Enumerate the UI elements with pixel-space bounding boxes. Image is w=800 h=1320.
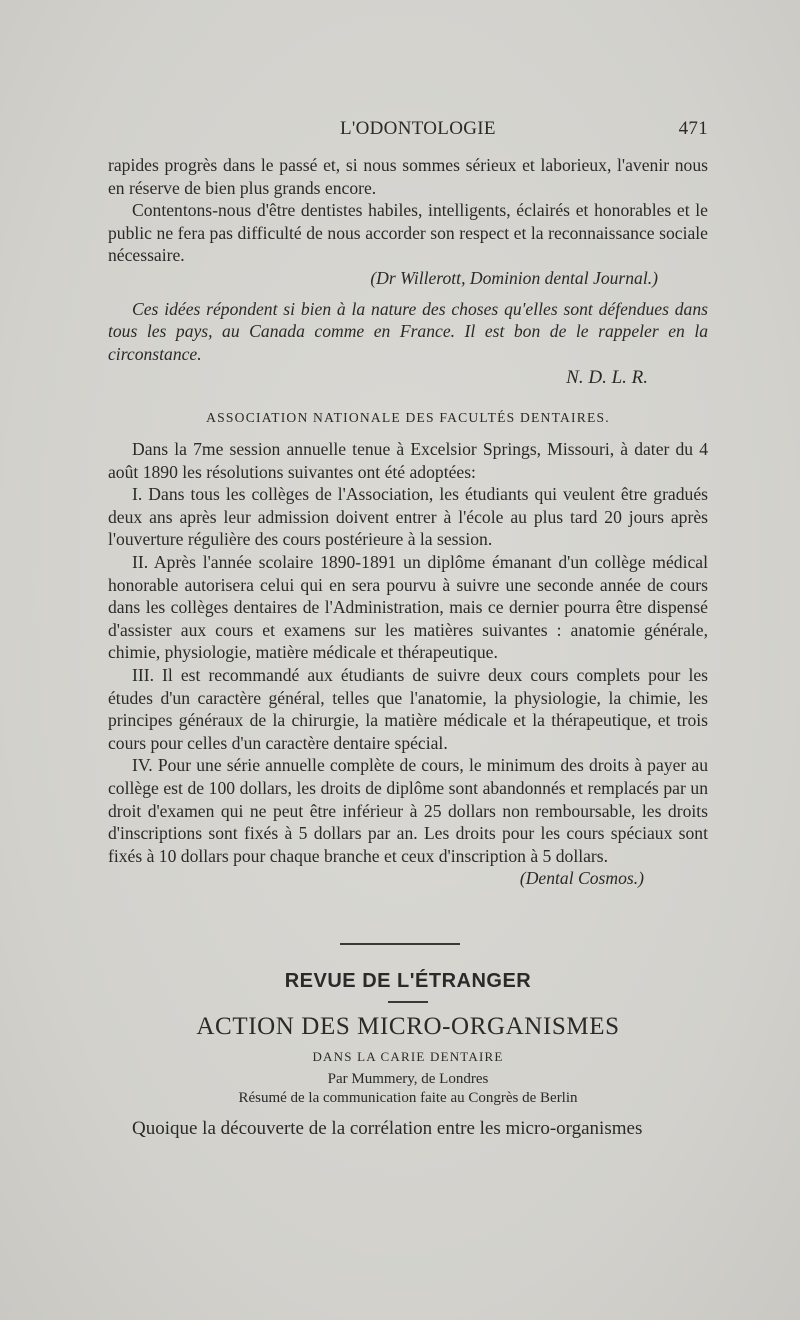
resolution-item: I. Dans tous les collèges de l'Association, les étudiants qui veulent être gradués deux ans après leur admission doivent entrer à l'école au plus tard 20 jours après l'ouverture régulière des cours postérieure à la session. bbox=[108, 484, 708, 550]
resolution-item: IV. Pour une série annuelle complète de cours, le minimum des droits à payer au collège est de 100 dollars, les droits de diplôme sont abandonnés et remplacés par un droit d'examen qui ne peut être inférieur à 25 dollars non remboursable, les droits d'inscriptions sont fixés à 5 dollars par an. Les droits pour les cours spéciaux sont fixés à 10 dollars pour chaque branche et ceux d'inscription à 5 dollars. bbox=[108, 755, 708, 866]
editor-note: Ces idées répondent si bien à la nature des choses qu'elles sont défendues dans tous les pays, au Canada comme en France. Il est bon de le rappeler en la circonstance. bbox=[108, 298, 708, 364]
section-heading: ASSOCIATION NATIONALE DES FACULTÉS DENTAIRES. bbox=[206, 410, 610, 425]
editor-signature: N. D. L. R. bbox=[566, 367, 648, 389]
section-title: REVUE DE L'ÉTRANGER bbox=[284, 970, 532, 992]
resolution-item: II. Après l'année scolaire 1890-1891 un diplôme émanant d'un collège médical honorable autorisera celui qui en sera pourvu à suivre une seconde année de cours dans les collèges dentaires de l'Administration, mais ce dernier pourra être dispensé d'assister aux cours et examens sur les matières suivantes : anatomie générale, chimie, physiologie, matière médicale et thérapeutique. bbox=[108, 551, 708, 663]
article-subtitle: DANS LA CARIE DENTAIRE bbox=[312, 1049, 504, 1064]
source-citation: (Dr Willerott, Dominion dental Journal.) bbox=[370, 267, 658, 288]
association-section bbox=[108, 410, 708, 890]
article-author: Par Mummery, de Londres bbox=[327, 1071, 489, 1087]
resolution-item: III. Il est recommandé aux étudiants de suivre deux cours complets pour les études d'un caractère général, telles que l'anatomie, la physiologie, la chimie, les principes généraux de la chirurgie, la matière médicale et la thérapeutique, et trois cours pour celles d'un caractère dentaire spécial. bbox=[108, 664, 708, 753]
paragraph: rapides progrès dans le passé et, si nous sommes sérieux et laborieux, l'avenir nous en réserve de bien plus grands encore. bbox=[108, 155, 708, 198]
running-title: L'ODONTOLOGIE bbox=[340, 118, 496, 139]
short-rule bbox=[388, 1001, 428, 1003]
article-resume: Résumé de la communication faite au Congrès de Berlin bbox=[238, 1090, 578, 1106]
page-number: 471 bbox=[678, 118, 708, 139]
top-text-block bbox=[108, 154, 708, 390]
paragraph: Dans la 7me session annuelle tenue à Excelsior Springs, Missouri, à dater du 4 août 1890 les résolutions suivantes ont été adoptées: bbox=[108, 439, 708, 482]
source-citation: (Dental Cosmos.) bbox=[519, 868, 644, 889]
paragraph: Contentons-nous d'être dentistes habiles, intelligents, éclairés et honorables et le public ne fera pas difficulté de nous accorder son respect et la reconnaissance sociale nécessaire. bbox=[108, 200, 708, 266]
divider-rule bbox=[340, 943, 460, 945]
revue-section bbox=[108, 970, 708, 1141]
paragraph: Quoique la découverte de la corrélation entre les micro-organismes bbox=[132, 1118, 643, 1139]
article-title: ACTION DES MICRO-ORGANISMES bbox=[196, 1013, 620, 1040]
